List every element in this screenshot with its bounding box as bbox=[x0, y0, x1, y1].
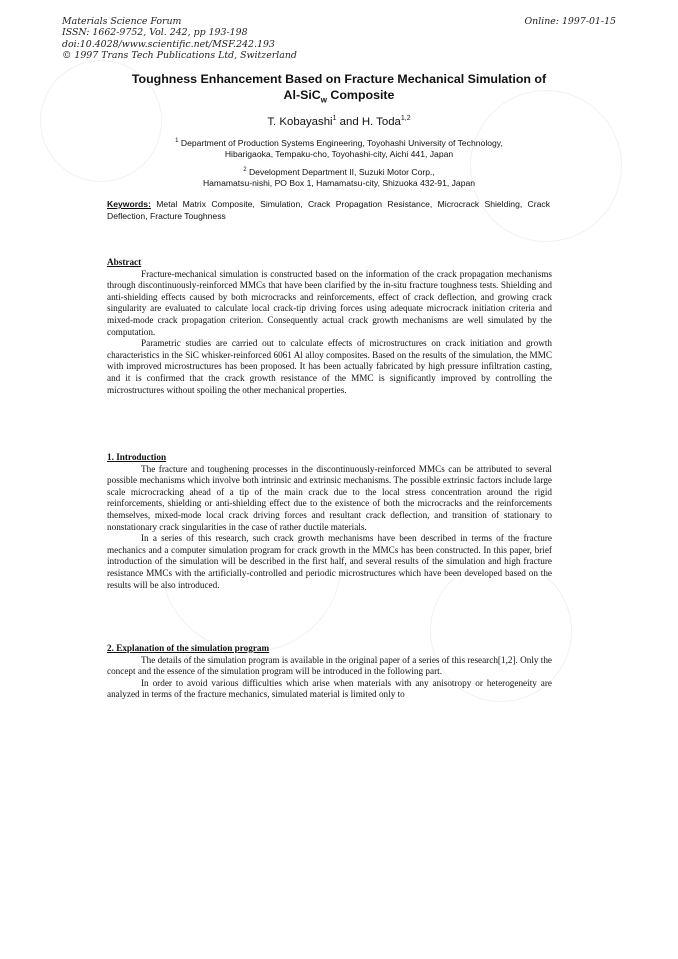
section-2 bbox=[107, 643, 552, 701]
introduction-heading: 1. Introduction bbox=[107, 452, 167, 462]
affiliation-1: $^1$ Department of Production Systems Engineering, Toyohashi University of Technology, Hibarigaoka, Tempaku-cho, Toyohashi-city, Aichi 441, Japan bbox=[175, 137, 503, 160]
abstract-heading: Abstract bbox=[107, 257, 142, 267]
abstract-section bbox=[107, 257, 552, 396]
keywords-label: Keywords: bbox=[107, 199, 151, 209]
keywords-text: Metal Matrix Composite, Simulation, Crack Propagation Resistance, Microcrack Shielding, Crack Deflection, Fracture Toughness bbox=[107, 199, 550, 221]
title-line-2: Al-SiC$_w$ Composite bbox=[283, 88, 395, 105]
paper-title bbox=[95, 71, 583, 108]
section-2-paragraph: The details of the simulation program is available in the original paper of a series of this research[1,2]. Only the concept and the essence of the simulation program will be introduced in the following part. bbox=[107, 654, 553, 677]
issn: ISSN: 1662-9752, Vol. 242, pp 193-198 bbox=[62, 27, 248, 39]
doi: doi:10.4028/www.scientific.net/MSF.242.193 bbox=[62, 38, 275, 50]
author-list: T. Kobayashi$^1$ and H. Toda$^{1,2}$ bbox=[267, 115, 411, 128]
keywords bbox=[107, 198, 550, 222]
journal-name: Materials Science Forum bbox=[62, 16, 182, 27]
author-name: H. Toda bbox=[361, 115, 401, 128]
online-date: Online: 1997-01-15 bbox=[524, 16, 616, 27]
affiliation-2: $^2$ Development Department II, Suzuki Motor Corp., Hamamatsu-nishi, PO Box 1, Hamamatsu-city, Shizuoka 432-91, Japan bbox=[202, 166, 476, 189]
copyright: © 1997 Trans Tech Publications Ltd, Switzerland bbox=[62, 50, 297, 62]
title-line-1: Toughness Enhancement Based on Fracture Mechanical Simulation of bbox=[131, 72, 547, 86]
abstract-paragraph: Parametric studies are carried out to calculate effects of microstructures on crack initiation and growth characteristics in the SiC whisker-reinforced 6061 Al alloy composites. Based on the results of the simulation, the MMC with improved microstructures has been proposed. It has been actually fabricated by high pressure infiltration casting, and it is confirmed that the crack growth resistance of the MMC is significantly improved by controlling the microstructures without spoiling the other mechanical properties. bbox=[107, 338, 552, 395]
introduction-paragraph: The fracture and toughening processes in the discontinuously-reinforced MMCs can be attributed to several possible mechanisms which involve both intrinsic and extrinsic mechanisms. The possible extrinsic factors include large scale microcracking ahead of a tip of the main crack due to the local stress concentration around the rigid reinforcements, shielding or anti-shielding effect due to the existence of both the microcracks and the reinforcements themselves, mixed-mode local crack driving forces and resultant crack deflection, and transition of stationary to nonstationary crack singularities in the case of rather ductile materials. bbox=[107, 463, 552, 532]
abstract-paragraph: Fracture-mechanical simulation is constructed based on the information of the crack propagation mechanisms through discontinuously-reinforced MMCs that have been clarified by the in-situ fracture toughness tests. Shielding and anti-shielding effects caused by both microcracks and reinforcements, effect of crack deflection, and growing crack singularity are evaluated to calculate local crack-tip driving forces using adequate microcrack initiation criteria and mixed-mode crack propagation criterion. Consequently actual crack growth mechanisms are well simulated by the computation. bbox=[107, 268, 552, 337]
section-2-paragraph: In order to avoid various difficulties which arise when materials with any anisotropy or heterogeneity are analyzed in terms of the fracture mechanics, simulated material is limited only to bbox=[107, 677, 552, 700]
introduction-section bbox=[107, 452, 552, 591]
introduction-paragraph: In a series of this research, such crack growth mechanisms have been described in terms of the fracture mechanics and a computer simulation program for crack growth in the MMCs has been constructed. In this paper, brief introduction of the simulation will be described in the first half, and several results of the simulation and high fracture resistance MMCs with the artificially-controlled and periodic microstructures which have been developed based on the results will be also introduced. bbox=[107, 533, 552, 590]
journal-header bbox=[62, 16, 297, 62]
section-2-heading: 2. Explanation of the simulation program bbox=[107, 643, 270, 653]
author-name: T. Kobayashi bbox=[267, 115, 333, 128]
